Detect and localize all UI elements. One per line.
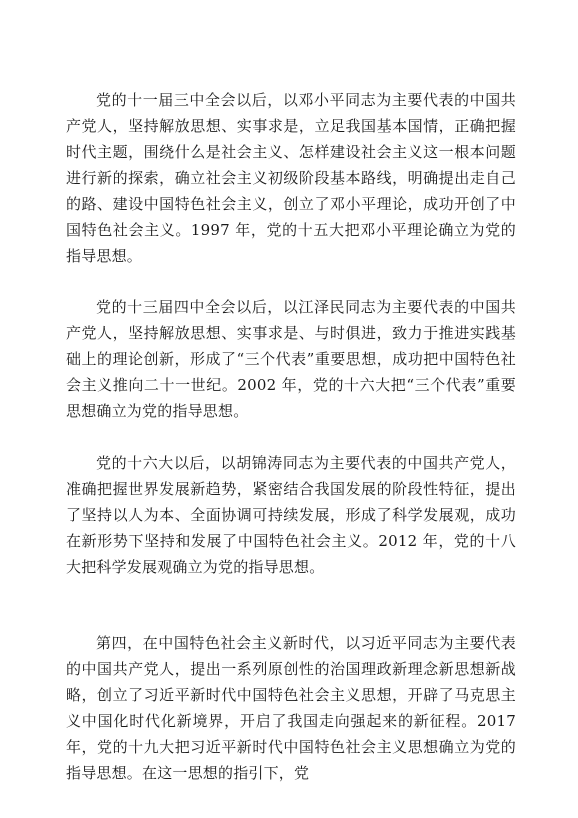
- paragraph-deng-xiaoping-theory: 党的十一届三中全会以后，以邓小平同志为主要代表的中国共产党人，坚持解放思想、实事求是，立足我国基本国情，正确把握时代主题，围绕什么是社会主义、怎样建设社会主义这一根本问题进行新的探索，确立社会主义初级阶段基本路线，明确提出走自己的路、建设中国特色社会主义，创立了邓小平理论，成功开创了中国特色社会主义。1997 年，党的十五大把邓小平理论确立为党的指导思想。: [66, 91, 516, 265]
- paragraph-new-era-thought: 第四，在中国特色社会主义新时代，以习近平同志为主要代表的中国共产党人，提出一系列原创性的治国理政新理念新思想新战略，创立了习近平新时代中国特色社会主义思想，开辟了马克思主义中国化时代化新境界，开启了我国走向强起来的新征程。2017 年，党的十九大把习近平新时代中国特色社会主义思想确立为党的指导思想。在这一思想的指引下，党: [66, 634, 516, 782]
- paragraph-scientific-outlook: 党的十六大以后，以胡锦涛同志为主要代表的中国共产党人，准确把握世界发展新趋势，紧密结合我国发展的阶段性特征，提出了坚持以人为本、全面协调可持续发展，形成了科学发展观，成功在新形势下坚持和发展了中国特色社会主义。2012 年，党的十八大把科学发展观确立为党的指导思想。: [66, 454, 516, 576]
- paragraph-three-represents: 党的十三届四中全会以后，以江泽民同志为主要代表的中国共产党人，坚持解放思想、实事求是、与时俱进，致力于推进实践基础上的理论创新，形成了“三个代表”重要思想，成功把中国特色社会主义推向二十一世纪。2002 年，党的十六大把“三个代表”重要思想确立为党的指导思想。: [66, 298, 516, 420]
